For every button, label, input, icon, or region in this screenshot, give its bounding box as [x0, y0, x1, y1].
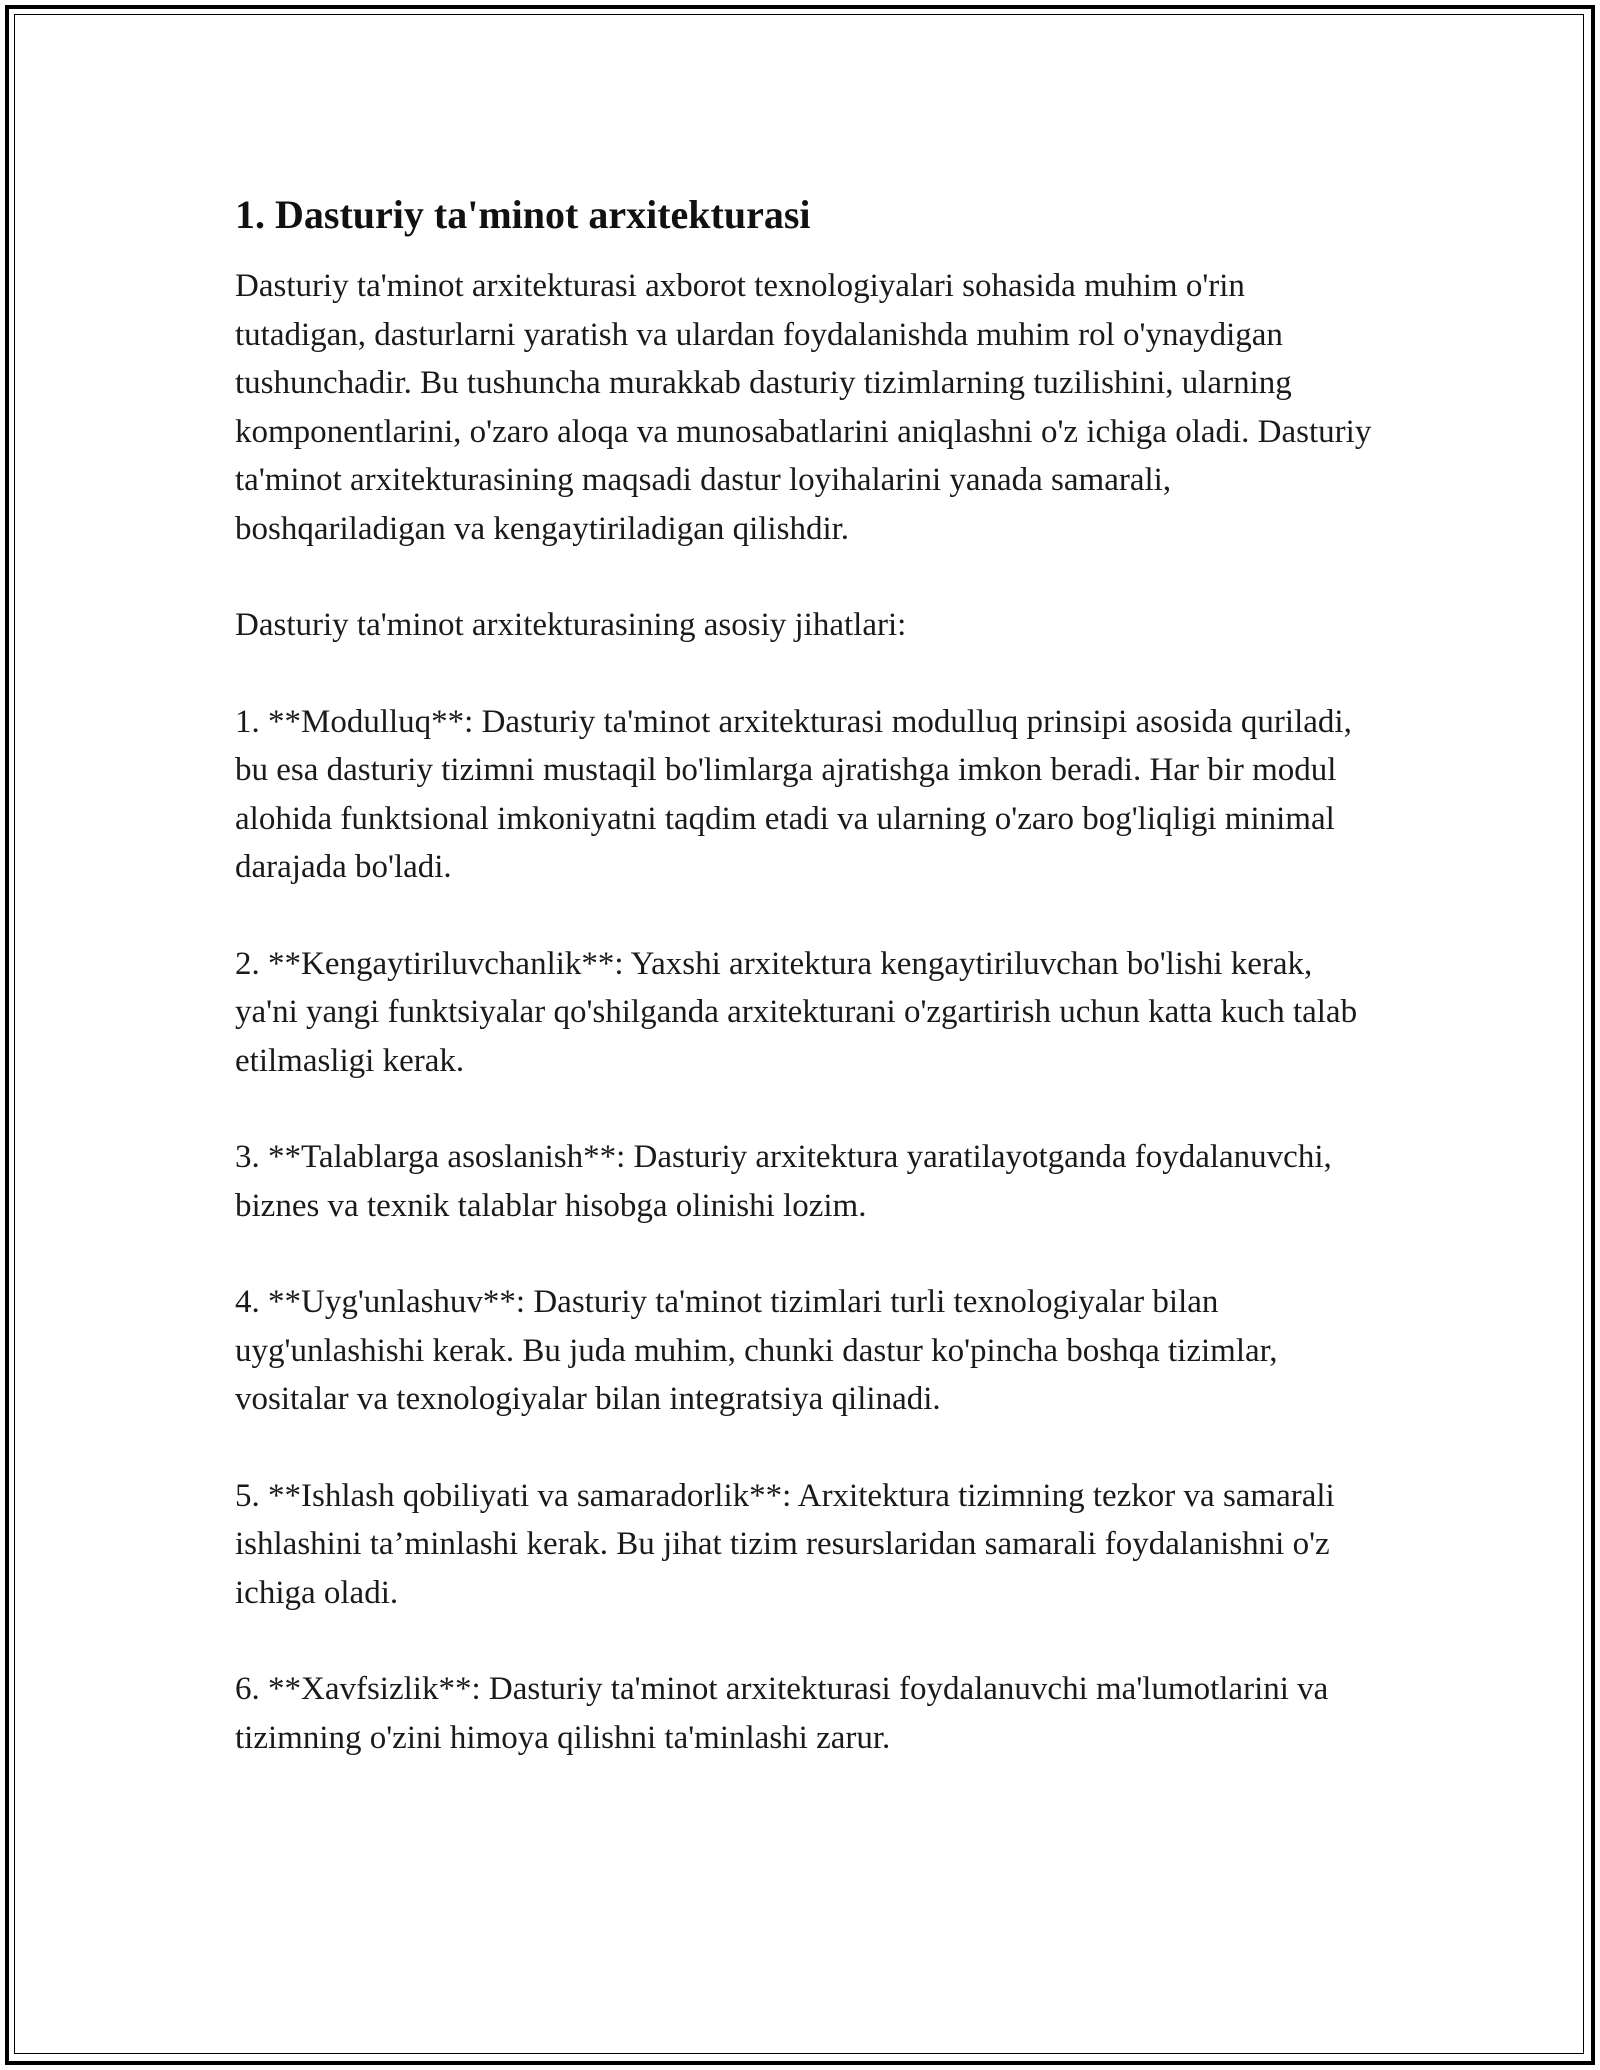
aspect-item-xavfsizlik: 6. **Xavfsizlik**: Dasturiy ta'minot arxitekturasi foydalanuvchi ma'lumotlarini va tizimning o'zini himoya qilishni ta'minlashi zarur. — [235, 1671, 1329, 1756]
aspect-item-talablarga-asoslanish: 3. **Talablarga asoslanish**: Dasturiy arxitektura yaratilayotganda foydalanuvchi, biznes va texnik talablar hisobga olinishi lozim. — [235, 1139, 1332, 1224]
document-title: 1. Dasturiy ta'minot arxitekturasi — [235, 192, 811, 237]
aspect-item-uygunlashuv: 4. **Uyg'unlashuv**: Dasturiy ta'minot tizimlari turli texnologiyalar bilan uyg'unlashishi kerak. Bu juda muhim, chunki dastur ko'pincha boshqa tizimlar, vositalar va texnologiyalar bilan integratsiya qilinadi. — [235, 1284, 1278, 1417]
intro-paragraph: Dasturiy ta'minot arxitekturasi axborot texnologiyalari sohasida muhim o'rin tutadigan, dasturlarni yaratish va ulardan foydalanishda muhim rol o'ynaydigan tushunchadir. Bu tushuncha murakkab dasturiy tizimlarning tuzilishini, ularning komponentlarini, o'zaro aloqa va munosabatlarini aniqlashni o'z ichiga oladi. Dasturiy ta'minot arxitekturasining maqsadi dastur loyihalarini yanada samarali, boshqariladigan va kengaytiriladigan qilishdir. — [235, 268, 1372, 547]
aspects-heading: Dasturiy ta'minot arxitekturasining asosiy jihatlari: — [235, 607, 907, 643]
aspect-item-ishlash-qobiliyati: 5. **Ishlash qobiliyati va samaradorlik**: Arxitektura tizimning tezkor va samarali ishlashini ta’minlashi kerak. Bu jihat tizim resurslaridan samarali foydalanishni o'z ichiga oladi. — [235, 1477, 1335, 1611]
document-body — [235, 188, 1375, 1810]
aspect-item-kengaytiriluvchanlik: 2. **Kengaytiriluvchanlik**: Yaxshi arxitektura kengaytiriluvchan bo'lishi kerak, ya'ni yangi funktsiyalar qo'shilganda arxitekturani o'zgartirish uchun katta kuch talab etilmasligi kerak. — [235, 945, 1358, 1079]
aspect-item-modulluq: 1. **Modulluq**: Dasturiy ta'minot arxitekturasi modulluq prinsipi asosida quriladi, bu esa dasturiy tizimni mustaqil bo'limlarga ajratishga imkon beradi. Har bir modul alohida funktsional imkoniyatni taqdim etadi va ularning o'zaro bog'liqligi minimal darajada bo'ladi. — [235, 703, 1352, 885]
